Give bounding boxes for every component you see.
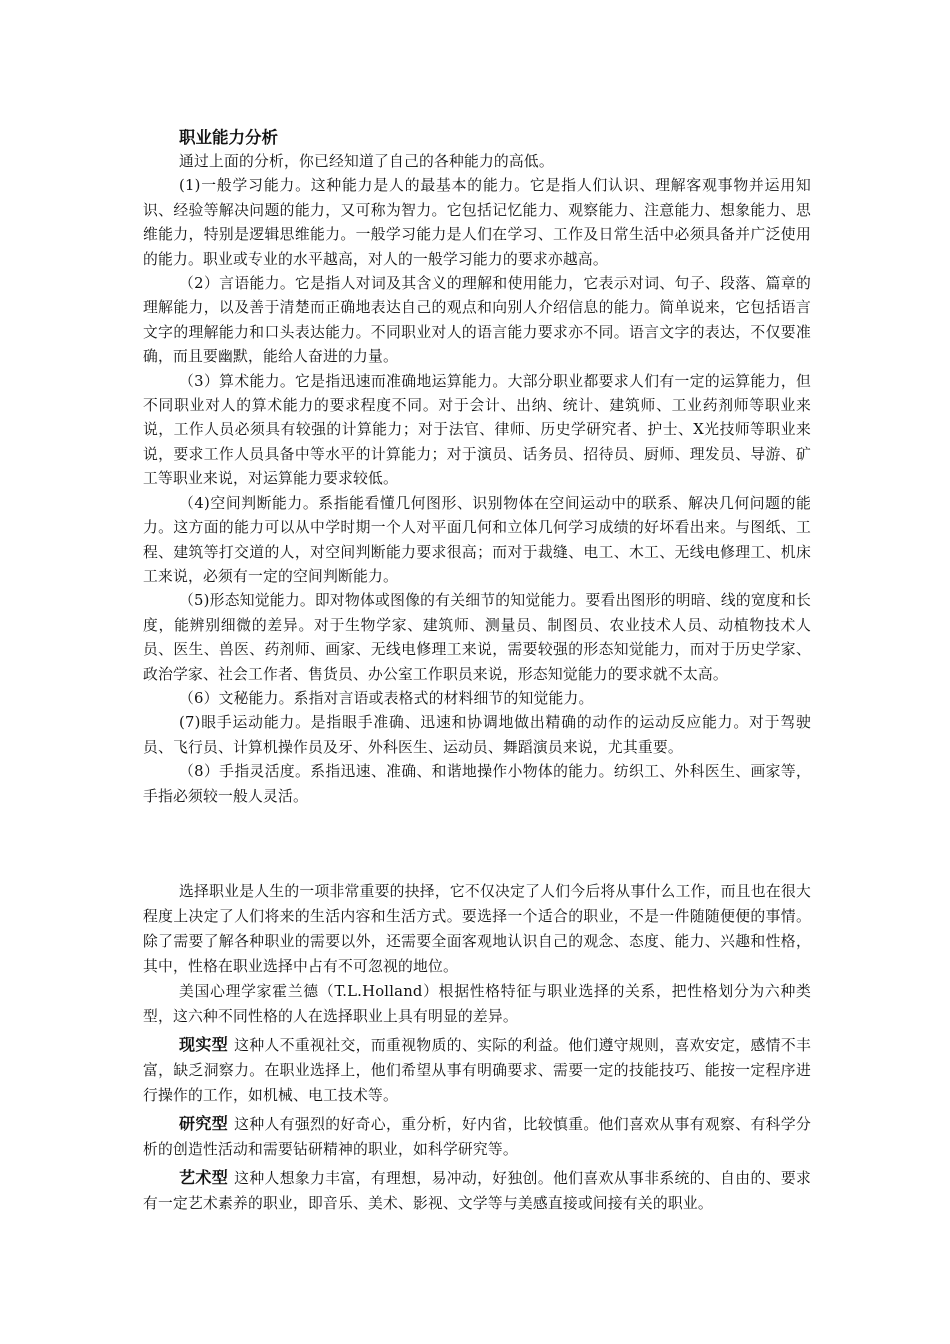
type-desc-investigative: 这种人有强烈的好奇心，重分析，好内省，比较慎重。他们喜欢从事有观察、有科学分析的创造性活动和需要钻研精神的职业，如科学研究等。 (143, 1115, 811, 1158)
intro-paragraph: 通过上面的分析，你已经知道了自己的各种能力的高低。 (179, 153, 554, 170)
ability-paragraph-8: （8）手指灵活度。系指迅速、准确、和谐地操作小物体的能力。纺织工、外科医生、画家等，手指必须较一般人灵活。 (143, 763, 811, 805)
career-choice-paragraph: 选择职业是人生的一项非常重要的抉择，它不仅决定了人们今后将从事什么工作，而且也在很大程度上决定了人们将来的生活内容和生活方式。要选择一个适合的职业，不是一件随随便便的事情。除了需要了解各种职业的需要以外，还需要全面客观地认识自己的观念、态度、能力、兴趣和性格，其中，性格在职业选择中占有不可忽视的地位。 (143, 882, 811, 975)
ability-paragraph-2: （2）言语能力。它是指人对词及其含义的理解和使用能力，它表示对词、句子、段落、篇章的理解能力，以及善于清楚而正确地表达自己的观点和向别人介绍信息的能力。简单说来，它包括语言文字的理解能力和口头表达能力。不同职业对人的语言能力要求亦不同。语言文字的表达，不仅要准确，而且要幽默，能给人奋进的力量。 (143, 275, 811, 366)
holland-paragraph: 美国心理学家霍兰德（T.L.Holland）根据性格特征与职业选择的关系，把性格划分为六种类型，这六种不同性格的人在选择职业上具有明显的差异。 (143, 982, 811, 1025)
personality-section (143, 879, 811, 1216)
document-page (143, 126, 811, 1216)
type-label-artistic: 艺术型 (179, 1167, 229, 1187)
ability-paragraph-3: （3）算术能力。它是指迅速而准确地运算能力。大部分职业都要求人们有一定的运算能力，但不同职业对人的算术能力的要求程度不同。对于会计、出纳、统计、建筑师、工业药剂师等职业来说，工作人员必须具有较强的计算能力；对于法官、律师、历史学研究者、护士、X光技师等职业来说，要求工作人员具备中等水平的计算能力；对于演员、话务员、招待员、厨师、理发员、导游、矿工等职业来说，对运算能力要求较低。 (143, 372, 811, 488)
ability-paragraph-1: (1)一般学习能力。这种能力是人的最基本的能力。它是指人们认识、理解客观事物并运用知识、经验等解决问题的能力，又可称为智力。它包括记忆能力、观察能力、注意能力、想象能力、思维能力，特别是逻辑思维能力。一般学习能力是人们在学习、工作及日常生活中必须具备并广泛使用的能力。职业或专业的水平越高，对人的一般学习能力的要求亦越高。 (143, 177, 811, 268)
type-realistic (143, 1032, 811, 1108)
section-spacer (143, 809, 811, 879)
ability-paragraph-6: （6）文秘能力。系指对言语或表格式的材料细节的知觉能力。 (179, 689, 594, 707)
type-label-realistic: 现实型 (179, 1034, 229, 1054)
section-title: 职业能力分析 (179, 128, 278, 147)
ability-paragraph-5: （5)形态知觉能力。即对物体或图像的有关细节的知觉能力。要看出图形的明暗、线的宽度和长度，能辨别细微的差异。对于生物学家、建筑师、测量员、制图员、农业技术人员、动植物技术人员、医生、兽医、药剂师、画家、无线电修理工来说，需要较强的形态知觉能力，而对于历史学家、政治学家、社会工作者、售货员、办公室工作职员来说，形态知觉能力的要求就不太高。 (143, 592, 811, 683)
ability-paragraph-4: （4)空间判断能力。系指能看懂几何图形、识别物体在空间运动中的联系、解决几何问题的能力。这方面的能力可以从中学时期一个人对平面几何和立体几何学习成绩的好坏看出来。与图纸、工程、建筑等打交道的人，对空间判断能力要求很高；而对于裁缝、电工、木工、无线电修理工、机床工来说，必须有一定的空间判断能力。 (143, 494, 811, 585)
type-label-investigative: 研究型 (179, 1113, 229, 1133)
type-desc-realistic: 这种人不重视社交，而重视物质的、实际的利益。他们遵守规则，喜欢安定，感情不丰富，缺乏洞察力。在职业选择上，他们希望从事有明确要求、需要一定的技能技巧、能按一定程序进行操作的工作，如机械、电工技术等。 (143, 1036, 811, 1104)
ability-paragraph-7: (7)眼手运动能力。是指眼手准确、迅速和协调地做出精确的动作的运动反应能力。对于驾驶员、飞行员、计算机操作员及牙、外科医生、运动员、舞蹈演员来说，尤其重要。 (143, 714, 811, 756)
type-desc-artistic: 这种人想象力丰富，有理想，易冲动，好独创。他们喜欢从事非系统的、自由的、要求有一定艺术素养的职业，即音乐、美术、影视、文学等与美感直接或间接有关的职业。 (143, 1169, 811, 1212)
type-artistic (143, 1165, 811, 1216)
type-investigative (143, 1111, 811, 1162)
